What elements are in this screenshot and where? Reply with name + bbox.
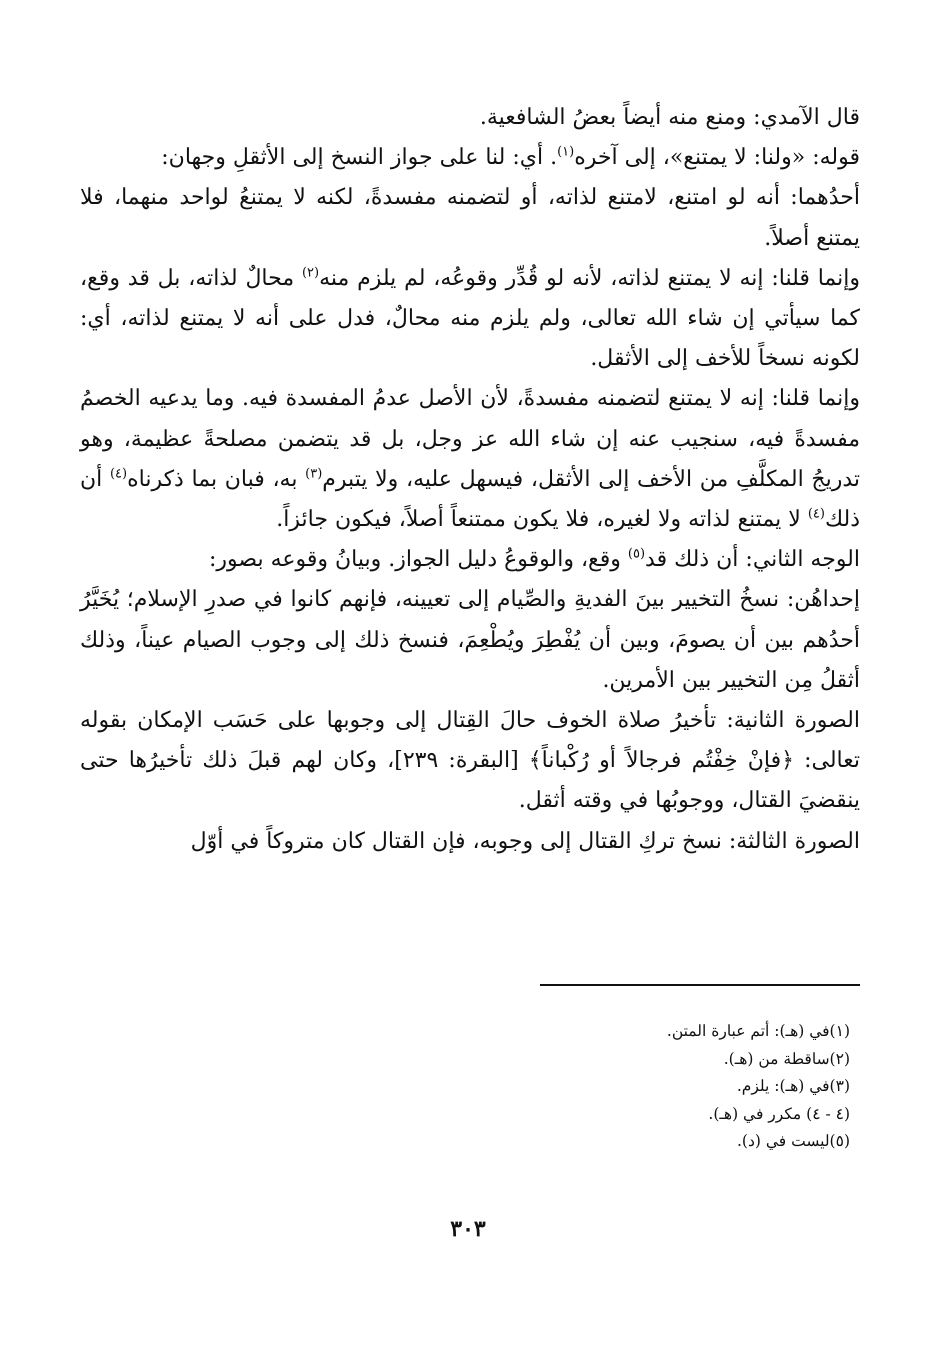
paragraph: [80, 379, 860, 540]
paragraph: [80, 259, 860, 380]
text-run: قال الآمدي: ومنع منه أيضاً بعضُ الشافعية.: [479, 105, 860, 130]
text-run: محالٌ لذاته، بل قد وقع، كما سيأتي إن شاء الله تعالى، ولم يلزم منه محالٌ، فدل على أنه لا يمتنع لذاته، أي: لكونه نسخاً للأخف إلى الأثقل.: [80, 265, 860, 372]
footnote-marker[interactable]: (٤): [807, 506, 825, 522]
text-run: وإنما قلنا: إنه لا يمتنع لذاته، لأنه لو قُدِّر وقوعُه، لم يلزم منه: [319, 265, 860, 291]
paragraph: [80, 138, 860, 178]
paragraph: [80, 580, 860, 701]
paragraph: [80, 98, 860, 138]
footnote: (٥)ليست في (د).: [737, 1132, 850, 1150]
text-run: الصورة الثانية: تأخيرُ صلاة الخوف حالَ القِتال إلى وجوبها على حَسَب الإمكان بقوله تعالى: ﴿فإنْ خِفْتُم فرجالاً أو رُكْباناً﴾ [البقرة: ٢٣٩]، وكان لهم قبلَ ذلك تأخيرُها حتى ينقضيَ القتال، ووجوبُها في وقته أثقل.: [80, 708, 860, 814]
text-run: أحدُهما: أنه لو امتنع، لامتنع لذاته، أو لتضمنه مفسدةً، لكنه لا يمتنعُ لواحد منهما، فلا يمتنع أصلاً.: [80, 185, 860, 251]
footnote: (٤ - ٤) مكرر في (هـ).: [708, 1104, 850, 1123]
footnote-marker[interactable]: (١): [557, 144, 575, 160]
main-text: [80, 98, 860, 862]
page-number: ٣٠٣: [450, 1216, 486, 1242]
footnote-marker[interactable]: (٤): [109, 466, 128, 482]
text-run: الصورة الثالثة: نسخ تركِ القتال إلى وجوبه، فإن القتال كان متروكاً في أوّل: [190, 828, 860, 854]
text-run: لا يمتنع لذاته ولا لغيره، فلا يكون ممتنعاً أصلاً، فيكون جائزاً.: [276, 507, 808, 533]
text-run: . أي: لنا على جواز النسخ إلى الأثقلِ وجهان:: [161, 145, 558, 171]
footnote-marker[interactable]: (٢): [301, 265, 320, 281]
paragraph: [80, 822, 860, 862]
footnote: (١)في (هـ): أتم عبارة المتن.: [666, 1022, 850, 1040]
text-run: أن ذلك: [80, 466, 860, 533]
paragraph: [80, 540, 860, 580]
footnote: (٢)ساقطة من (هـ).: [723, 1049, 850, 1068]
text-run: الوجه الثاني: أن ذلك قد: [645, 547, 860, 573]
paragraph: [80, 701, 860, 822]
footnote-marker[interactable]: (٣): [305, 466, 323, 482]
footnotes: [667, 1018, 850, 1156]
text-run: إحداهُن: نسخُ التخيير بينَ الفديةِ والصِّيام إلى تعيينه، فإنهم كانوا في صدرِ الإسلام؛ يُخَيَّرُ أحدُهم بين أن يصومَ، وبين أن يُفْطِرَ ويُطْعِمَ، فنسخ ذلك إلى وجوب الصيام عيناً، وذلك أثقلُ مِن التخيير بين الأمرين.: [80, 587, 860, 693]
text-run: وقع، والوقوعُ دليل الجواز. وبيانُ وقوعه بصور:: [209, 547, 628, 573]
text-run: وإنما قلنا: إنه لا يمتنع لتضمنه مفسدةً، لأن الأصل عدمُ المفسدة فيه. وما يدعيه الخصمُ مفسدةً فيه، سنجيب عنه إن شاء الله عز وجل، بل قد يتضمن مصلحةً عظيمة، وهو تدريجُ المكلَّفِ من الأخف إلى الأثقل، فيسهل عليه، ولا يتبرم: [80, 386, 861, 492]
paragraph: [80, 178, 860, 258]
text-run: به، فبان بما ذكرناه: [127, 466, 306, 492]
text-run: قوله: «ولنا: لا يمتنع»، إلى آخره: [574, 145, 860, 171]
footnote: (٣)في (هـ): يلزم.: [736, 1077, 850, 1095]
footnote-marker[interactable]: (٥): [627, 546, 646, 562]
footnote-separator: [540, 984, 860, 986]
